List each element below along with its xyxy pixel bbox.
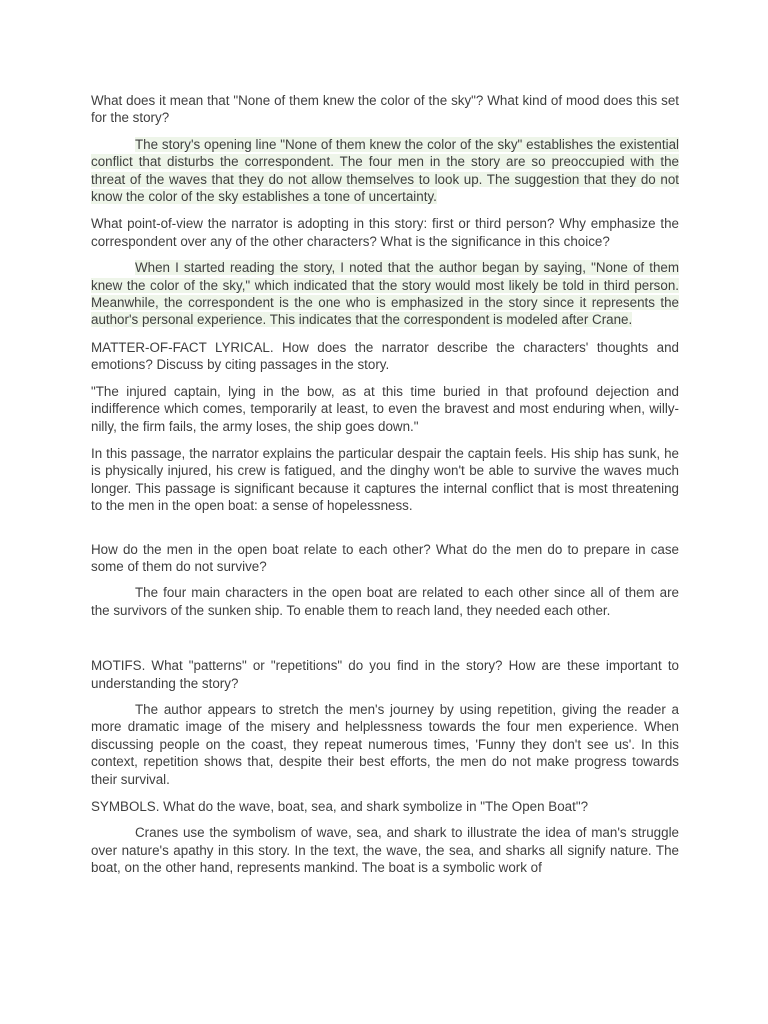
answer-3: In this passage, the narrator explains the particular despair the captain feels. His ship has sunk, he is physically injured, his crew is fatigued, and the dinghy won't be able to survive the waves much longer. This passage is significant because it captures the internal conflict that is most threatening to the men in the open boat: a sense of hopelessness. bbox=[91, 445, 679, 514]
answer-4: The four main characters in the open boat are related to each other since all of them are the survivors of the sunken ship. To enable them to reach land, they needed each other. bbox=[91, 585, 679, 618]
answer-6: Cranes use the symbolism of wave, sea, and shark to illustrate the idea of man's struggle over nature's apathy in this story. In the text, the wave, the sea, and sharks all signify nature. The boat, on the other hand, represents mankind. The boat is a symbolic work of bbox=[91, 825, 679, 876]
quote-3: "The injured captain, lying in the bow, as at this time buried in that profound dejection and indifference which comes, temporarily at least, to even the bravest and most enduring when, willy-nilly, the firm fails, the army loses, the ship goes down." bbox=[91, 383, 679, 434]
question-1: What does it mean that "None of them knew the color of the sky"? What kind of mood does this set for the story? bbox=[91, 93, 679, 126]
question-5: MOTIFS. What "patterns" or "repetitions" do you find in the story? How are these important to understanding the story? bbox=[91, 658, 679, 691]
question-4: How do the men in the open boat relate to each other? What do the men do to prepare in case some of them do not survive? bbox=[91, 541, 679, 574]
question-6: SYMBOLS. What do the wave, boat, sea, and shark symbolize in "The Open Boat"? bbox=[91, 799, 589, 814]
question-3: MATTER-OF-FACT LYRICAL. How does the narrator describe the characters' thoughts and emotions? Discuss by citing passages in the story. bbox=[91, 339, 679, 373]
spacer bbox=[91, 629, 679, 657]
spacer bbox=[91, 525, 679, 541]
answer-1 bbox=[91, 136, 679, 206]
answer-2 bbox=[91, 259, 679, 329]
answer-2-text: When I started reading the story, I noted that the author began by saying, "None of them knew the color of the sky," which indicated that the story would most likely be told in third person. Meanwhile, the correspondent is the one who is emphasized in the story since it represents the author's personal experience. This indicates that the correspondent is modeled after Crane. bbox=[91, 260, 679, 328]
answer-5: The author appears to stretch the men's journey by using repetition, giving the reader a more dramatic image of the misery and helplessness towards the four men experience. When discussing people on the coast, they repeat numerous times, 'Funny they don't see us'. In this context, repetition shows that, despite their best efforts, the men do not make progress towards their survival. bbox=[91, 701, 679, 787]
question-2: What point-of-view the narrator is adopting in this story: first or third person? Why emphasize the correspondent over any of the other characters? What is the significance in this choice? bbox=[91, 216, 679, 249]
answer-1-text: The story's opening line "None of them knew the color of the sky" establishes the existential conflict that disturbs the correspondent. The four men in the story are so preoccupied with the threat of the waves that they do not allow themselves to look up. The suggestion that they do not know the color of the sky establishes a tone of uncertainty. bbox=[91, 136, 679, 205]
document-page bbox=[91, 92, 679, 887]
